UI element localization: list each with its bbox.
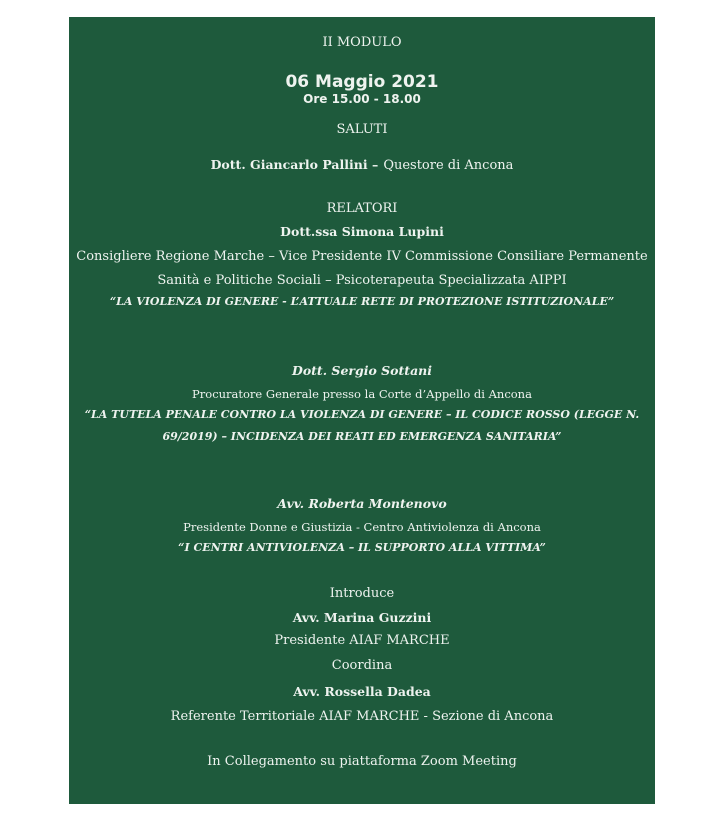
- speaker-name: Dott.ssa Simona Lupini: [280, 224, 444, 239]
- speaker-role: Consigliere Regione Marche – Vice Presidente IV Commissione Consiliare Permanente: [76, 249, 648, 264]
- speaker-name: Dott. Sergio Sottani: [291, 363, 433, 378]
- speaker-name: Avv. Roberta Montenovo: [277, 496, 447, 511]
- coordina-role: Referente Territoriale AIAF MARCHE - Sezione di Ancona: [170, 709, 554, 724]
- saluti-name: Dott. Giancarlo Pallini –: [210, 157, 379, 172]
- speaker-role: Presidente Donne e Giustizia - Centro Antiviolenza di Ancona: [183, 520, 541, 534]
- relatori-heading: RELATORI: [326, 201, 398, 216]
- saluti-entry: [69, 154, 655, 173]
- program-panel: [69, 17, 655, 804]
- coordina-label: Coordina: [331, 658, 393, 673]
- module-label: II MODULO: [322, 35, 402, 50]
- event-date: 06 Maggio 2021: [285, 72, 439, 92]
- introduce-name: Avv. Marina Guzzini: [292, 610, 432, 625]
- speaker-role: Procuratore Generale presso la Corte d’Appello di Ancona: [192, 387, 532, 401]
- talk-title: “I CENTRI ANTIVIOLENZA – IL SUPPORTO ALLA VITTIMA”: [178, 541, 546, 554]
- saluti-role: Questore di Ancona: [383, 158, 514, 173]
- talk-title: “LA TUTELA PENALE CONTRO LA VIOLENZA DI GENERE – IL CODICE ROSSO (LEGGE N.: [84, 408, 640, 421]
- introduce-label: Introduce: [329, 586, 395, 601]
- event-time: Ore 15.00 - 18.00: [303, 92, 421, 106]
- coordina-name: Avv. Rossella Dadea: [293, 684, 431, 699]
- talk-title: “LA VIOLENZA DI GENERE - L’ATTUALE RETE DI PROTEZIONE ISTITUZIONALE”: [109, 295, 615, 308]
- zoom-note: In Collegamento su piattaforma Zoom Meeting: [207, 754, 517, 769]
- speaker-role: Sanità e Politiche Sociali – Psicoterapeuta Specializzata AIPPI: [157, 273, 567, 288]
- saluti-heading: SALUTI: [336, 122, 388, 137]
- talk-title: 69/2019) – INCIDENZA DEI REATI ED EMERGENZA SANITARIA”: [162, 430, 562, 443]
- introduce-role: Presidente AIAF MARCHE: [274, 633, 450, 648]
